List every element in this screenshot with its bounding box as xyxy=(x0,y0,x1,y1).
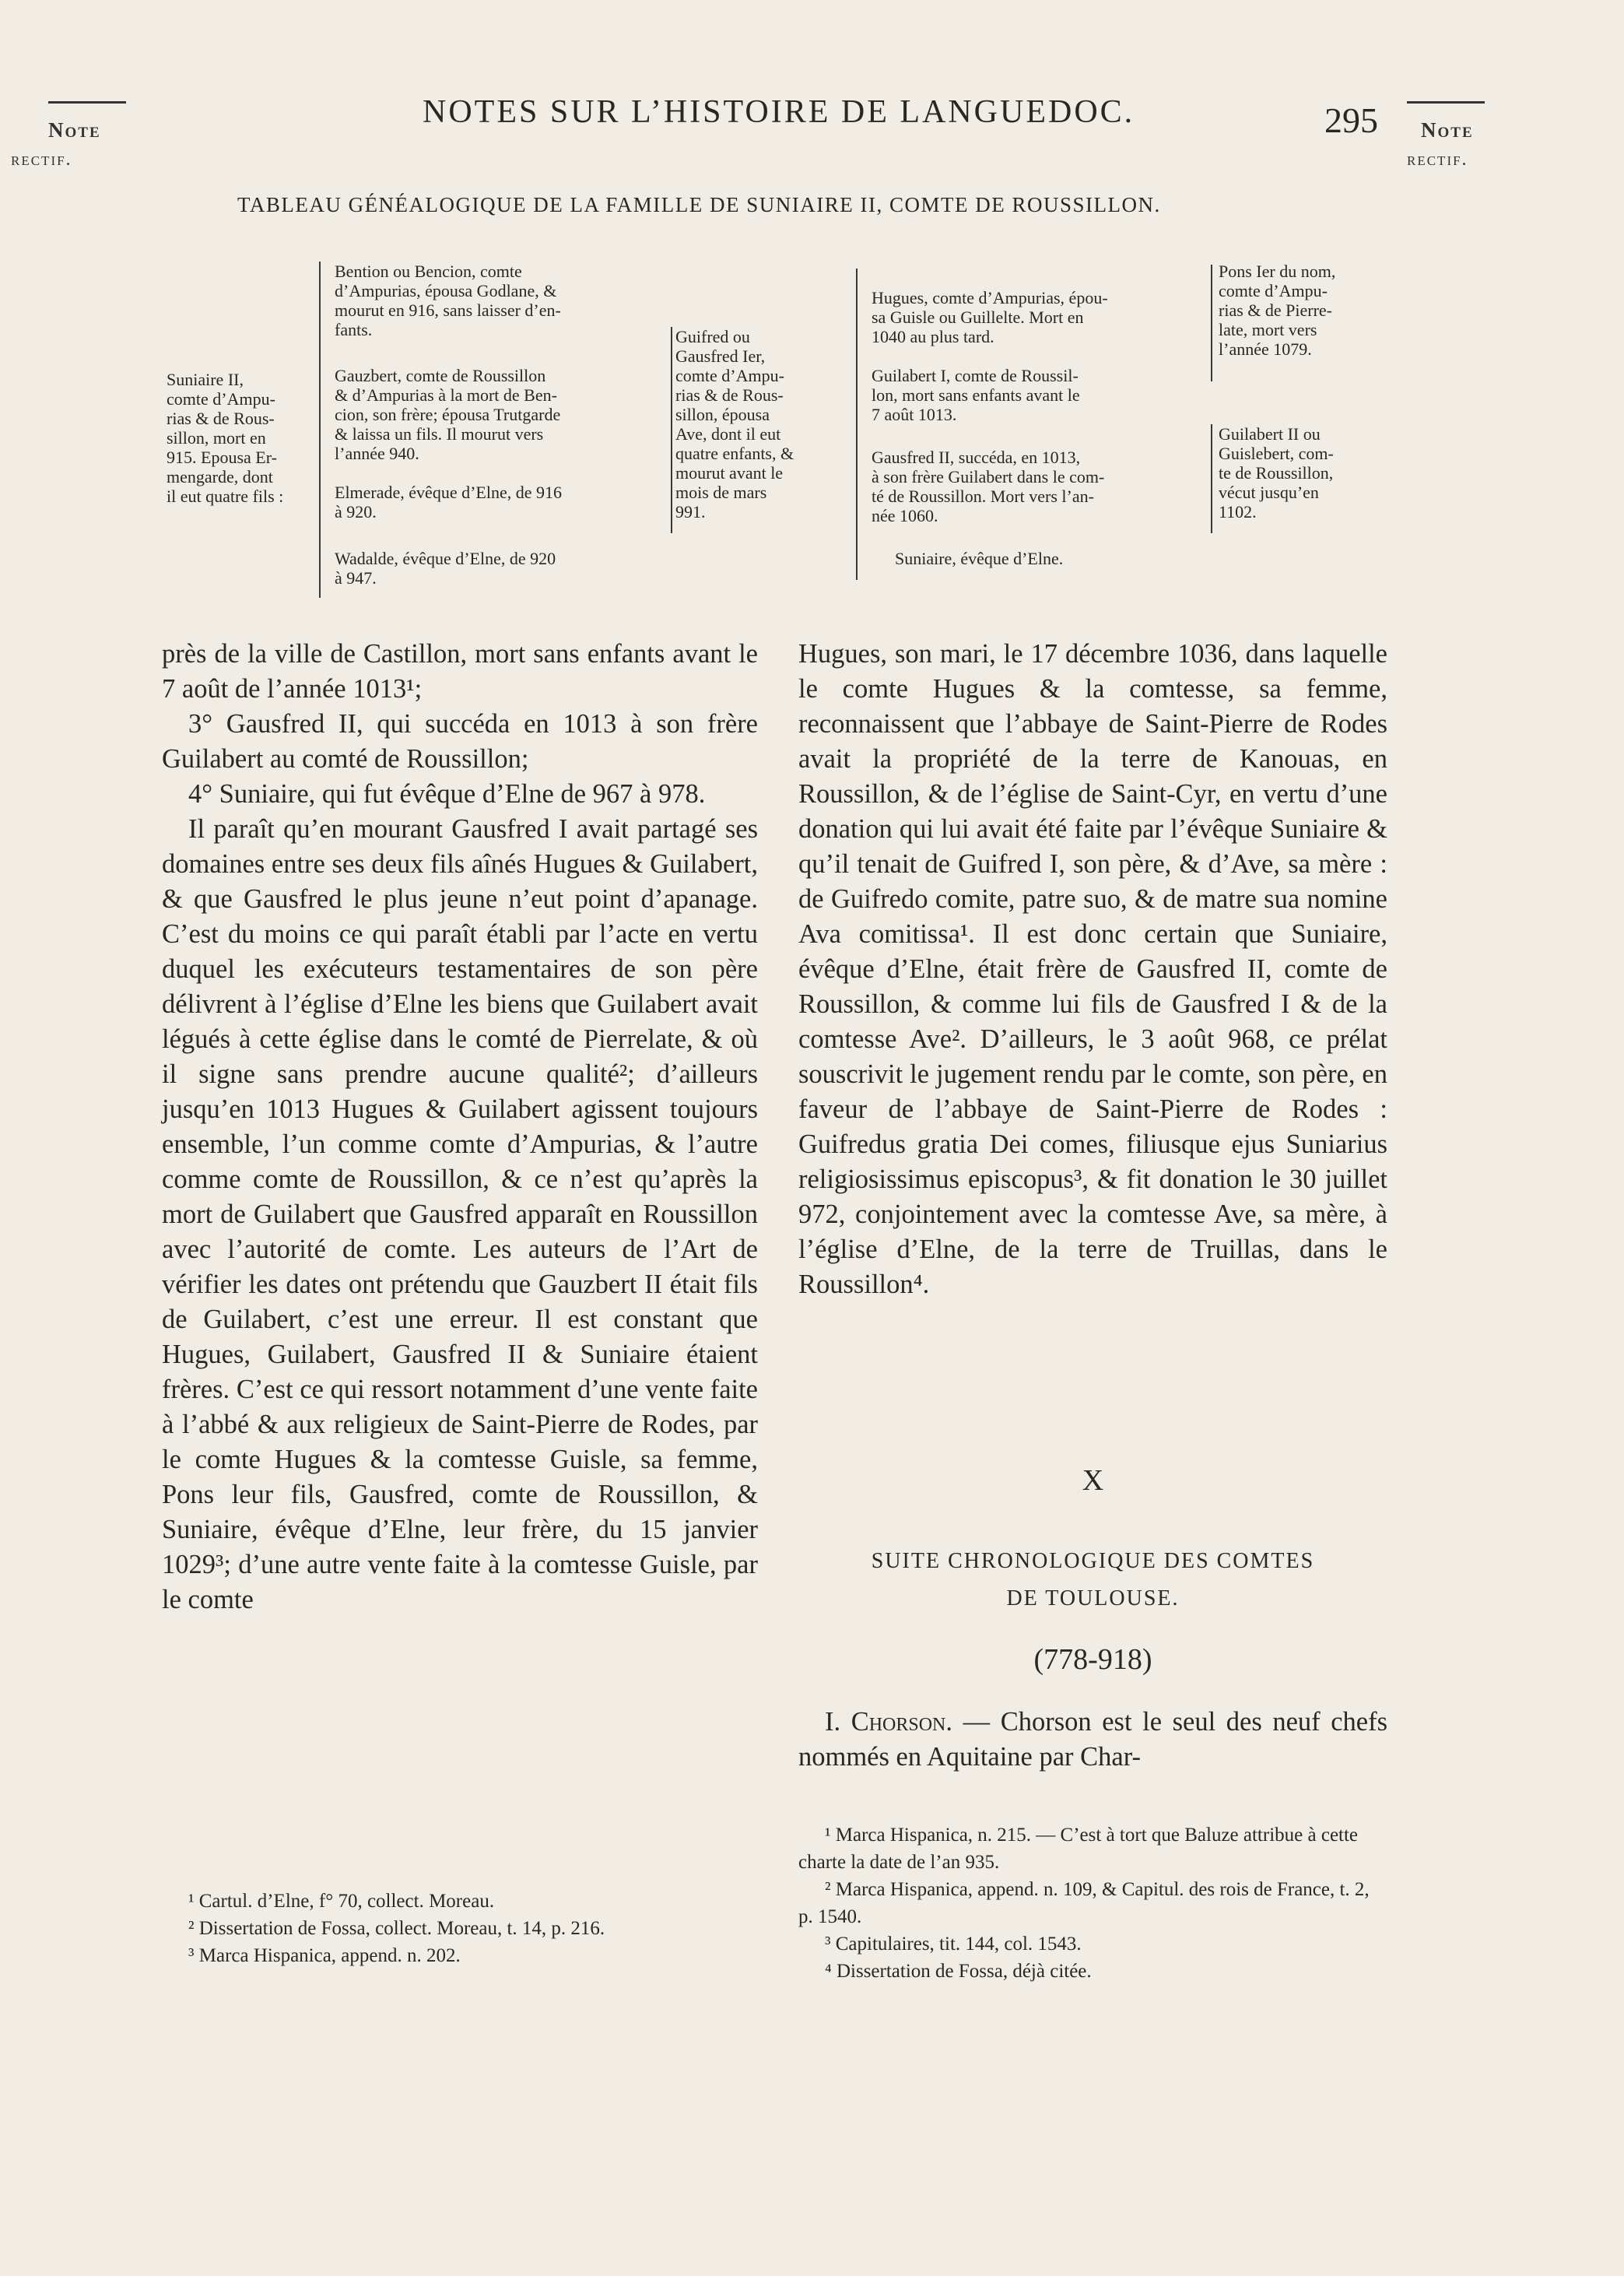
genealogy-brace-guifred-left xyxy=(663,327,672,533)
left-footnote-1: ¹ Cartul. d’Elne, f° 70, collect. Moreau. xyxy=(188,1891,495,1912)
genealogy-child-wadalde: Wadalde, évêque d’Elne, de 920 à 947. xyxy=(335,549,556,588)
section-title-line2: DE TOULOUSE. xyxy=(1006,1586,1180,1610)
page-number: 295 xyxy=(1324,100,1378,140)
section-title-line1: SUITE CHRONOLOGIQUE DES COMTES xyxy=(871,1549,1315,1573)
left-margin-note-line1: Note xyxy=(48,118,101,142)
genealogy-grandchild-gausfred-ii: Gausfred II, succéda, en 1013, à son frère Guilabert dans le com- té de Roussillon. Mort vers l’an- née 1060. xyxy=(872,448,1105,525)
section-dates: (778-918) xyxy=(1033,1643,1152,1676)
right-column-body xyxy=(798,637,1387,1302)
genealogy-brace-guifred-children xyxy=(856,269,865,580)
genealogy-guifred-gausfred-i: Guifred ou Gausfred Ier, comte d’Ampu- rias & de Rous- sillon, épousa Ave, dont il eut quatre enfants, & mourut avant le mois de mars 991. xyxy=(675,327,794,522)
genealogy-great-guilabert-ii: Guilabert II ou Guislebert, com- te de Roussillon, vécut jusqu’en 1102. xyxy=(1219,424,1334,522)
genealogy-grandchild-hugues: Hugues, comte d’Ampurias, épou- sa Guisle ou Guillelte. Mort en 1040 au plus tard. xyxy=(872,288,1108,346)
left-footnotes xyxy=(162,1888,758,1969)
running-header-title: NOTES SUR L’HISTOIRE DE LANGUEDOC. xyxy=(423,94,1135,130)
section-number: X xyxy=(1082,1464,1104,1497)
left-paragraph-1: près de la ville de Castillon, mort sans enfants avant le 7 août de l’année 1013¹; xyxy=(162,639,758,704)
genealogy-brace-root xyxy=(319,262,328,598)
chorson-text: — Chorson est le seul des neuf chefs nommés en Aquitaine par Char- xyxy=(798,1707,1388,1772)
genealogy-brace-guilabert-ii xyxy=(1203,424,1212,533)
genealogy-great-pons-i: Pons Ier du nom, comte d’Ampu- rias & de Pierre- late, mort vers l’année 1079. xyxy=(1219,262,1336,359)
left-footnote-3: ³ Marca Hispanica, append. n. 202. xyxy=(188,1945,461,1966)
genealogy-grandchild-guilabert-i: Guilabert I, comte de Roussil- lon, mort sans enfants avant le 7 août 1013. xyxy=(872,366,1080,424)
genealogy-brace-pons xyxy=(1203,265,1212,381)
right-margin-note-line1: Note xyxy=(1421,118,1474,142)
right-margin-note-line2: rectif. xyxy=(1407,149,1468,170)
left-paragraph-4: Il paraît qu’en mourant Gausfred I avait partagé ses domaines entre ses deux fils aînés Hugues & Guilabert, & que Gausfred le plus jeune n’eut point d’apanage. C’est du moins ce qui paraît établi par l’acte en vertu duquel les exécuteurs testamentaires de son père délivrent à l’église d’Elne les biens que Guilabert avait légués à cette église dans le comté de Pierrelate, & où il signe sans prendre aucune qualité²; d’ailleurs jusqu’en 1013 Hugues & Guilabert agissent toujours ensemble, l’un comme comte d’Ampurias, & l’autre comme comte de Roussillon, & ce n’est qu’après la mort de Guilabert que Gausfred apparaît en Roussillon avec l’autorité de comte. Les auteurs de l’Art de vérifier les dates ont prétendu que Gauzbert II était fils de Guilabert, c’est une erreur. Il est constant que Hugues, Guilabert, Gausfred II & Suniaire étaient frères. C’est ce qui ressort notamment d’une vente faite à l’abbé & aux religieux de Saint-Pierre de Rodes, par le comte Hugues & la comtesse Guisle, sa femme, Pons leur fils, Gausfred, comte de Roussillon, & Suniaire, évêque d’Elne, leur frère, du 15 janvier 1029³; d’une autre vente faite à la comtesse Guisle, par le comte xyxy=(162,814,758,1614)
right-footnote-2: ² Marca Hispanica, append. n. 109, & Capitul. des rois de France, t. 2, p. 1540. xyxy=(798,1879,1370,1927)
right-margin-rule xyxy=(1407,101,1485,104)
right-footnote-3: ³ Capitulaires, tit. 144, col. 1543. xyxy=(825,1934,1082,1955)
genealogy-root-suniaire-ii: Suniaire II, comte d’Ampu- rias & de Rous- sillon, mort en 915. Epousa Er- mengarde, dont il eut quatre fils : xyxy=(167,370,284,506)
genealogy-table-title: TABLEAU GÉNÉALOGIQUE DE LA FAMILLE DE SUNIAIRE II, COMTE DE ROUSSILLON. xyxy=(237,193,1161,216)
right-footnote-1: ¹ Marca Hispanica, n. 215. — C’est à tort que Baluze attribue à cette charte la date de l’an 935. xyxy=(798,1825,1359,1873)
genealogy-child-gauzbert: Gauzbert, comte de Roussillon & d’Ampurias à la mort de Ben- cion, son frère; épousa Trutgarde & laissa un fils. Il mourut vers l’année 940. xyxy=(335,366,561,463)
left-margin-rule xyxy=(48,101,126,104)
right-footnote-4: ⁴ Dissertation de Fossa, déjà citée. xyxy=(825,1961,1092,1982)
left-paragraph-3: 4° Suniaire, qui fut évêque d’Elne de 967 à 978. xyxy=(188,779,706,809)
left-paragraph-2: 3° Gausfred II, qui succéda en 1013 à son frère Guilabert au comté de Roussillon; xyxy=(162,709,758,774)
genealogy-child-bention: Bention ou Bencion, comte d’Ampurias, épousa Godlane, & mourut en 916, sans laisser d’en- fants. xyxy=(335,262,561,339)
genealogy-grandchild-suniaire: Suniaire, évêque d’Elne. xyxy=(895,549,1064,568)
right-footnotes xyxy=(798,1821,1387,1985)
left-margin-note-line2: rectif. xyxy=(11,149,72,170)
right-paragraph-1: Hugues, son mari, le 17 décembre 1036, dans laquelle le comte Hugues & la comtesse, sa femme, reconnaissent que l’abbaye de Saint-Pierre de Rodes avait la propriété de la terre de Kanouas, en Roussillon, & de l’église de Saint-Cyr, en vertu d’une donation qui lui avait été faite par l’évêque Suniaire & qu’il tenait de Guifred I, son père, & d’Ave, sa mère : de Guifredo comite, patre suo, & de matre sua nomine Ava comitissa¹. Il est donc certain que Suniaire, évêque d’Elne, était frère de Gausfred II, comte de Roussillon, & comme lui fils de Gausfred I & de la comtesse Ave². D’ailleurs, le 3 août 968, ce prélat souscrivit le jugement rendu par le comte, son père, en faveur de l’abbaye de Saint-Pierre de Rodes : Guifredus gratia Dei comes, filiusque ejus Suniarius religiosissimus episcopus³, & fit donation le 30 juillet 972, conjointement avec la comtesse Ave, sa mère, à l’église d’Elne, de la terre de Truillas, dans le Roussillon⁴. xyxy=(798,639,1387,1299)
left-footnote-2: ² Dissertation de Fossa, collect. Moreau, t. 14, p. 216. xyxy=(188,1918,605,1939)
genealogy-child-elmerade: Elmerade, évêque d’Elne, de 916 à 920. xyxy=(335,483,562,522)
chorson-paragraph xyxy=(798,1705,1387,1775)
chorson-label: I. Chorson. xyxy=(825,1707,953,1737)
left-column-body xyxy=(162,637,758,1617)
